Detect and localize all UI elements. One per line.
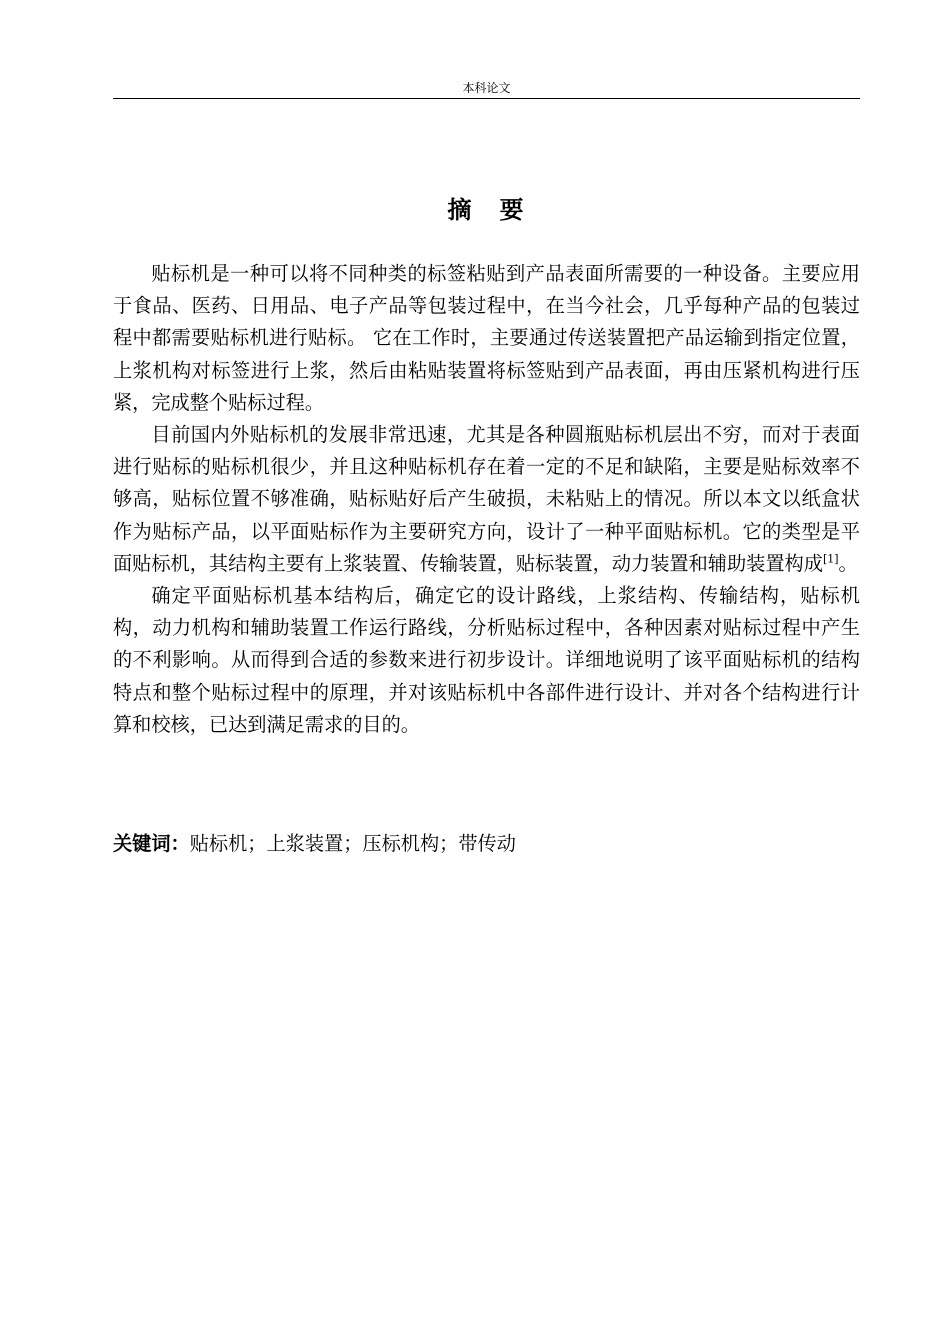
running-header: 本科论文 <box>462 81 511 95</box>
abstract-title: 摘 要 <box>447 196 526 224</box>
keywords-label: 关键词： <box>113 832 190 855</box>
citation-ref-1[interactable]: [1] <box>822 552 839 566</box>
paragraph-2-text: 目前国内外贴标机的发展非常迅速，尤其是各种圆瓶贴标机层出不穷，而对于表面进行贴标的贴标机很少，并且这种贴标机存在着一定的不足和缺陷，主要是贴标效率不够高，贴标位置不够准确，贴标贴好后产生破损，未粘贴上的情况。所以本文以纸盒状作为贴标产品，以平面贴标作为主要研究方向，设计了一种平面贴标机。它的类型是平面贴标机，其结构主要有上浆装置、传输装置，贴标装置，动力装置和辅助装置构成 <box>113 423 860 575</box>
paragraph-1-text: 贴标机是一种可以将不同种类的标签粘贴到产品表面所需要的一种设备。主要应用于食品、医药、日用品、电子产品等包装过程中，在当今社会，几乎每种产品的包装过程中都需要贴标机进行贴标。 它在工作时，主要通过传送装置把产品运输到指定位置，上浆机构对标签进行上浆，然后由粘贴装置将标签贴到产品表面，再由压紧机构进行压紧，完成整个贴标过程。 <box>113 262 860 414</box>
paragraph-2-tail: 。 <box>838 551 858 575</box>
keywords-line <box>113 828 860 860</box>
paragraph-3-text: 确定平面贴标机基本结构后，确定它的设计路线，上浆结构、传输结构，贴标机构，动力机构和辅助装置工作运行路线，分析贴标过程中，各种因素对贴标过程中产生的不利影响。从而得到合适的参数来进行初步设计。详细地说明了该平面贴标机的结构特点和整个贴标过程中的原理，并对该贴标机中各部件进行设计、并对各个结构进行计算和校核，已达到满足需求的目的。 <box>113 584 860 736</box>
abstract-paragraph-1 <box>113 258 860 419</box>
header-rule <box>113 98 860 99</box>
keywords-list: 贴标机；上浆装置；压标机构；带传动 <box>189 832 516 855</box>
abstract-body <box>113 258 860 741</box>
abstract-paragraph-2 <box>113 419 860 580</box>
abstract-paragraph-3 <box>113 580 860 741</box>
